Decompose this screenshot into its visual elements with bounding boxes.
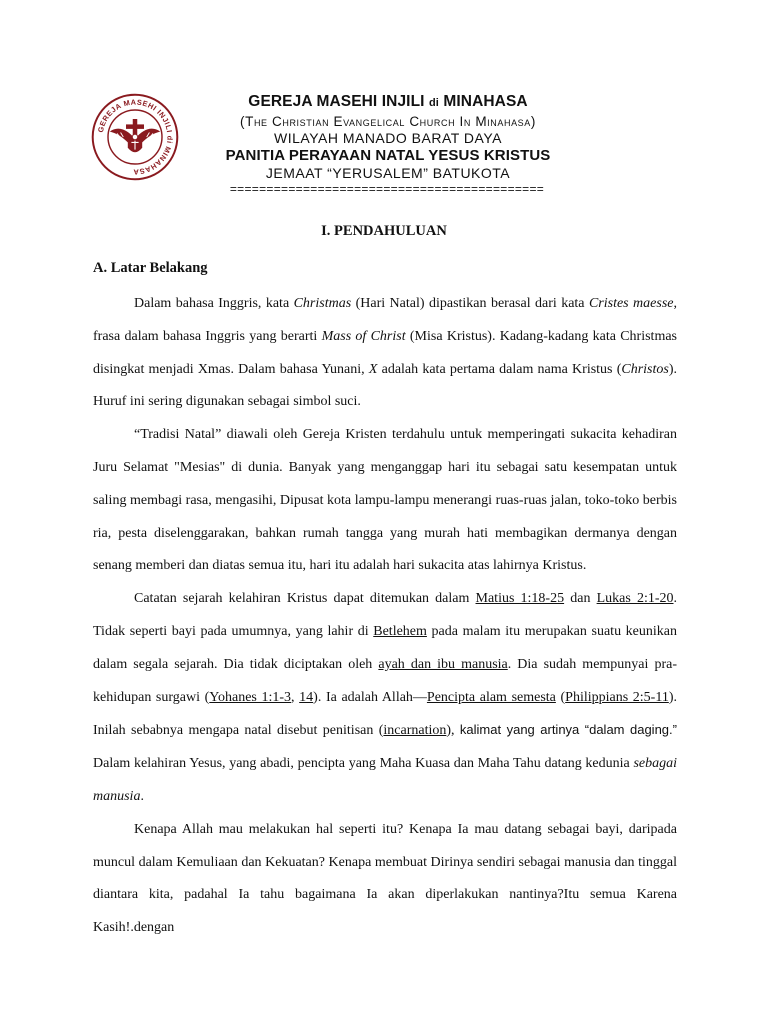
paragraph-1: Dalam bahasa Inggris, kata Christmas (Hari Natal) dipastikan berasal dari kata Cristes maesse, frasa dalam bahasa Inggris yang berarti Mass of Christ (Misa Kristus). Kadang-kadang kata Christmas disingkat menjadi Xmas. Dalam bahasa Yunani, X adalah kata pertama dalam nama Kristus (Christos). Huruf ini sering digunakan sebagai simbol suci. — [93, 296, 678, 410]
paragraph-4: Kenapa Allah mau melakukan hal seperti itu? Kenapa Ia mau datang sebagai bayi, daripada muncul dalam Kemuliaan dan Kekuatan? Kenapa membuat Dirinya sendiri sebagai manusia dan tinggal diantara kita, padahal Ia tahu bagaimana Ia akan diperlakukan nantinya?Itu semua Karena Kasih!.dengan — [93, 821, 677, 936]
svg-text:GEREJA MASEHI INJILI di MINAHA: GEREJA MASEHI INJILI di MINAHASA — [95, 97, 175, 177]
header-line-committee: PANITIA PERAYAAN NATAL YESUS KRISTUS — [225, 147, 551, 164]
link-ayah-ibu[interactable]: ayah dan ibu manusia — [378, 656, 508, 672]
subsection-title: A. Latar Belakang — [93, 260, 208, 276]
link-yohanes-14[interactable]: 14 — [299, 689, 314, 705]
paragraph-2: “Tradisi Natal” diawali oleh Gereja Kristen terdahulu untuk memperingati sukacita kehadiran Juru Selamat "Mesias" di dunia. Banyak yang menganggap hari itu sebagai satu kesempatan untuk saling membagi rasa, mengasihi, Dipusat kota lampu-lampu menerangi ruas-ruas jalan, toko-toko berbis ria, pesta diselenggarakan, bahkan rumah tangga yang murah hati membagikan dermanya dengan senang memberi dan diatas semua itu, hari itu adalah hari sukacita atas lahirnya Kristus. — [93, 427, 677, 574]
letterhead — [150, 92, 626, 182]
link-philippians[interactable]: Philippians 2:5-11 — [565, 689, 669, 705]
link-yohanes[interactable]: Yohanes 1:1-3 — [209, 689, 292, 705]
header-line-english-name: (The Christian Evangelical Church In Minahasa) — [240, 114, 536, 129]
header-separator: =========================================== — [229, 182, 545, 196]
link-lukas[interactable]: Lukas 2:1-20 — [596, 591, 674, 607]
header-line-church-name: GEREJA MASEHI INJILI di MINAHASA — [248, 93, 528, 110]
header-line-region: WILAYAH MANADO BARAT DAYA — [274, 130, 502, 146]
link-betlehem[interactable]: Betlehem — [373, 623, 427, 639]
link-pencipta[interactable]: Pencipta alam semesta — [426, 689, 556, 705]
section-title: I. PENDAHULUAN — [321, 223, 447, 239]
header-line-congregation: JEMAAT “YERUSALEM” BATUKOTA — [265, 165, 511, 181]
link-matius[interactable]: Matius 1:18-25 — [475, 591, 565, 607]
body-content — [93, 288, 677, 945]
paragraph-3: Catatan sejarah kelahiran Kristus dapat ditemukan dalam Matius 1:18-25 dan Lukas 2:1-20. Tidak seperti bayi pada umumnya, yang lahir di Betlehem pada malam itu merupakan suatu keunikan dalam segala sejarah. Dia tidak diciptakan oleh ayah dan ibu manusia. Dia sudah mempunyai pra-kehidupan surgawi (Yohanes 1:1-3, 14). Ia adalah Allah—Pencipta alam semesta (Philippians 2:5-11). Inilah sebabnya mengapa natal disebut penitisan (incarnation), kalimat yang artinya “dalam daging.” Dalam kelahiran Yesus, yang abadi, pencipta yang Maha Kuasa dan Maha Tahu datang kedunia sebagai manusia. — [93, 591, 678, 804]
link-incarnation[interactable]: incarnation — [383, 723, 447, 739]
